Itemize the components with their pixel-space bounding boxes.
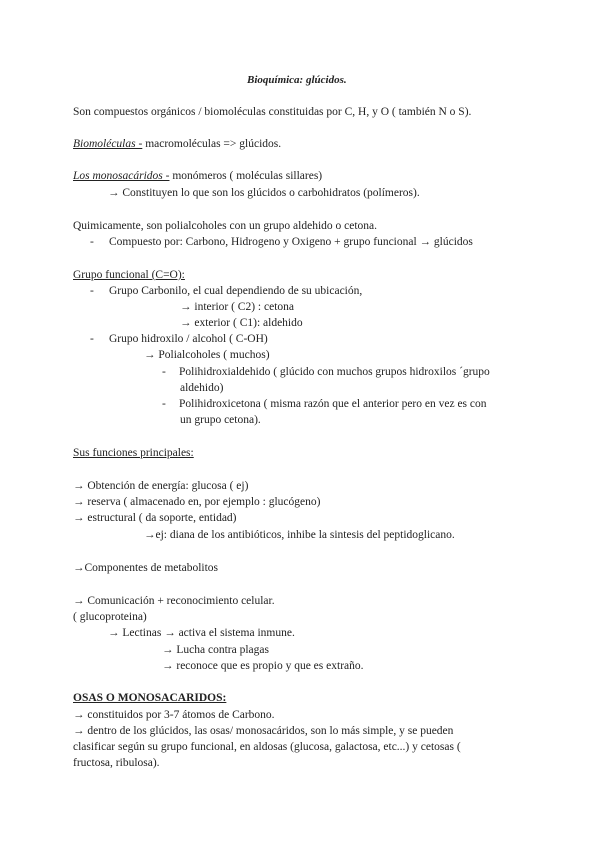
funciones-heading: Sus funciones principales: [73, 447, 194, 459]
monosacaridos-text: monómeros ( moléculas sillares) [169, 170, 323, 182]
biomoleculas-term: Biomoléculas - [73, 138, 143, 150]
quimica-bullet [90, 235, 473, 250]
carbonilo-bullet [90, 284, 362, 299]
dash-bullet: - [90, 236, 94, 248]
quimica-line: Quimicamente, son polialcoholes con un grupo aldehido o cetona. [73, 220, 378, 232]
dash-bullet: - [162, 398, 166, 410]
funcion-estructural-ejemplo: →ej: diana de los antibióticos, inhibe la sintesis del peptidoglicano. [144, 529, 455, 541]
polihidroxialdehido-bullet [162, 365, 490, 380]
carbonilo-interior: → interior ( C2) : cetona [180, 301, 295, 313]
dash-bullet: - [90, 285, 94, 297]
polihidroxicetona-cont: un grupo cetona). [180, 414, 261, 426]
osas-line-3: clasificar según su grupo funcional, en aldosas (glucosa, galactosa, etc...) y cetosas ( [73, 741, 461, 753]
carbonilo-exterior: → exterior ( C1): aldehido [180, 317, 303, 329]
funcion-estructural: → estructural ( da soporte, entidad) [73, 512, 237, 524]
grupo-funcional-heading: Grupo funcional (C=O): [73, 269, 185, 281]
polialcoholes-line: → Polialcoholes ( muchos) [144, 349, 270, 361]
polihidroxialdehido-text: Polihidroxialdehido ( glúcido con muchos grupos hidroxilos ´grupo [179, 366, 490, 378]
carbonilo-text: Grupo Carbonilo, el cual dependiendo de su ubicación, [109, 285, 363, 297]
osas-line-2: → dentro de los glúcidos, las osas/ monosacáridos, son lo más simple, y se pueden [73, 725, 454, 737]
funcion-lucha: → Lucha contra plagas [162, 644, 269, 656]
quimica-bullet-text: Compuesto por: Carbono, Hidrogeno y Oxigeno + grupo funcional → glúcidos [109, 236, 473, 248]
intro-paragraph: Son compuestos orgánicos / biomoléculas constituidas por C, H, y O ( también N o S). [73, 106, 472, 118]
monosacaridos-sub: → Constituyen lo que son los glúcidos o carbohidratos (polímeros). [108, 187, 420, 199]
polihidroxicetona-bullet [162, 397, 487, 412]
polihidroxialdehido-cont: aldehido) [180, 382, 224, 394]
dash-bullet: - [90, 333, 94, 345]
polihidroxicetona-text: Polihidroxicetona ( misma razón que el anterior pero en vez es con [179, 398, 487, 410]
funcion-metabolitos: →Componentes de metabolitos [73, 562, 219, 574]
page-title: Bioquímica: glúcidos. [247, 74, 347, 86]
funcion-glucoproteina: ( glucoproteina) [73, 611, 147, 623]
osas-line-4: fructosa, ribulosa). [73, 757, 160, 769]
funcion-reconoce: → reconoce que es propio y que es extraño. [162, 660, 364, 672]
biomoleculas-text: macromoléculas => glúcidos. [142, 138, 282, 150]
monosacaridos-term: Los monosacáridos - [73, 170, 170, 182]
funcion-lectinas: → Lectinas → activa el sistema inmune. [108, 627, 295, 639]
osas-heading: OSAS O MONOSACARIDOS: [73, 692, 227, 704]
funcion-comunicacion: → Comunicación + reconocimiento celular. [73, 595, 275, 607]
hidroxilo-text: Grupo hidroxilo / alcohol ( C-OH) [109, 333, 268, 345]
dash-bullet: - [162, 366, 166, 378]
biomoleculas-line [73, 137, 281, 152]
hidroxilo-bullet [90, 332, 268, 347]
monosacaridos-line [73, 169, 322, 184]
funcion-energia: → Obtención de energía: glucosa ( ej) [73, 480, 249, 492]
osas-line-1: → constituidos por 3-7 átomos de Carbono. [73, 709, 275, 721]
funcion-reserva: → reserva ( almacenado en, por ejemplo : glucógeno) [73, 496, 321, 508]
